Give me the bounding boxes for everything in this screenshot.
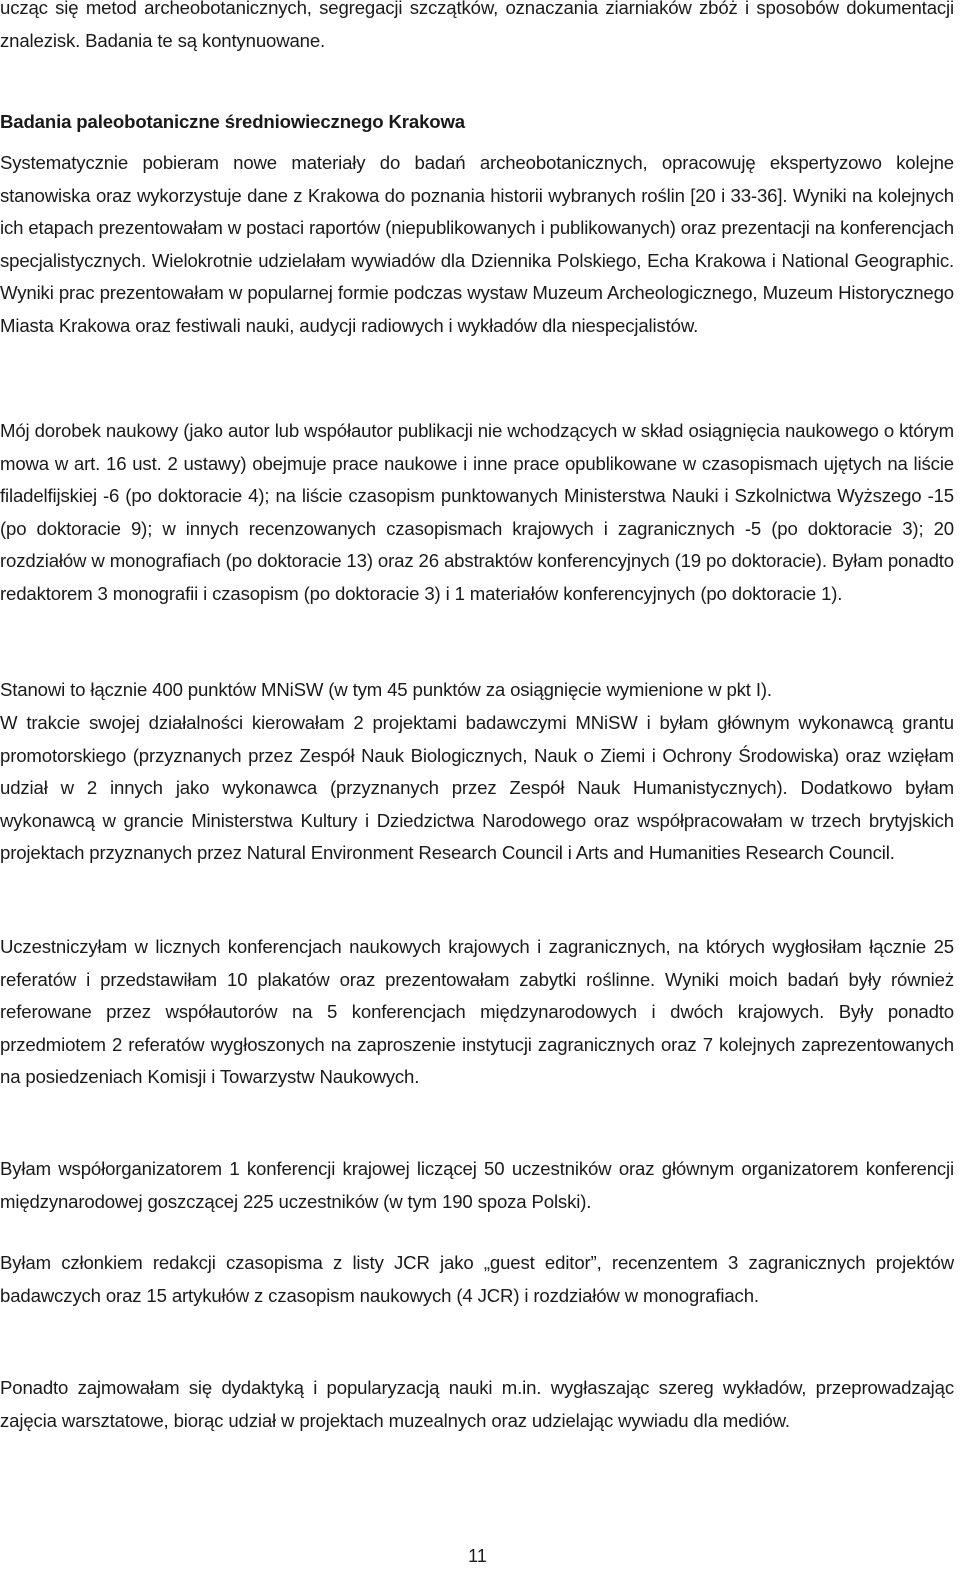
intro-paragraph: ucząc się metod archeobotanicznych, segregacji szczątków, oznaczania ziarniaków zbóż i sposobów dokumentacji znalezisk. Badania te są kontynuowane. [0,0,954,51]
page-number: 11 [468,1546,487,1566]
paragraph-conferences: Uczestniczyłam w licznych konferencjach naukowych krajowych i zagranicznych, na których wygłosiłam łącznie 25 referatów i przedstawiłam 10 plakatów oraz prezentowałam zabytki roślinne. Wyniki moich badań były również referowane przez współautorów na 5 konferencjach międzynarodowych i dwóch krajowych. Były ponadto przedmiotem 2 referatów wygłoszonych na zaproszenie instytucji zagranicznych oraz 7 kolejnych zaprezentowanych na posiedzeniach Komisji i Towarzystw Naukowych. [0,936,954,1088]
paragraph-projects: W trakcie swojej działalności kierowałam 2 projektami badawczymi MNiSW i byłam głównym wykonawcą grantu promotorskiego (przyznanych przez Zespół Nauk Biologicznych, Nauk o Ziemi i Ochrony Środowiska) oraz wzięłam udział w 2 innych jako wykonawca (przyznanych przez Zespół Nauk Humanistycznych). Dodatkowo byłam wykonawcą w grancie Ministerstwa Kultury i Dziedzictwa Narodowego oraz współpracowałam w trzech brytyjskich projektach przyznanych przez Natural Environment Research Council i Arts and Humanities Research Council. [0,712,954,864]
paragraph-teaching: Ponadto zajmowałam się dydaktyką i popularyzacją nauki m.in. wygłaszając szereg wykładów, przeprowadzając zajęcia warsztatowe, biorąc udział w projektach muzealnych oraz udzielając wywiadu dla mediów. [0,1377,954,1431]
paragraph-scientific-output: Mój dorobek naukowy (jako autor lub współautor publikacji nie wchodzących w skład osiągnięcia naukowego o którym mowa w art. 16 ust. 2 ustawy) obejmuje prace naukowe i inne prace opublikowane w czasopismach ujętych na liście filadelfijskiej -6 (po doktoracie 4); na liście czasopism punktowanych Ministerstwa Nauki i Szkolnictwa Wyższego -15 (po doktoracie 9); w innych recenzowanych czasopismach krajowych i zagranicznych -5 (po doktoracie 3); 20 rozdziałów w monografiach (po doktoracie 13) oraz 26 abstraktów konferencyjnych (19 po doktoracie). Byłam ponadto redaktorem 3 monografii i czasopism (po doktoracie 3) i 1 materiałów konferencyjnych (po doktoracie 1). [0,420,954,604]
paragraph-editorial: Byłam członkiem redakcji czasopisma z listy JCR jako „guest editor”, recenzentem 3 zagranicznych projektów badawczych oraz 15 artykułów z czasopism naukowych (4 JCR) i rozdziałów w monografiach. [0,1252,954,1306]
paragraph-points: Stanowi to łącznie 400 punktów MNiSW (w tym 45 punktów za osiągnięcie wymienione w pkt I). [0,679,772,700]
section-heading: Badania paleobotaniczne średniowiecznego Krakowa [0,111,465,132]
paragraph-organizer: Byłam współorganizatorem 1 konferencji krajowej liczącej 50 uczestników oraz głównym organizatorem konferencji międzynarodowej goszczącej 225 uczestników (w tym 190 spoza Polski). [0,1158,954,1212]
paragraph-krakow-research: Systematycznie pobieram nowe materiały do badań archeobotanicznych, opracowuję ekspertyzowo kolejne stanowiska oraz wykorzystuje dane z Krakowa do poznania historii wybranych roślin [20 i 33-36]. Wyniki na kolejnych ich etapach prezentowałam w postaci raportów (niepublikowanych i publikowanych) oraz prezentacji na konferencjach specjalistycznych. Wielokrotnie udzielałam wywiadów dla Dziennika Polskiego, Echa Krakowa i National Geographic. Wyniki prac prezentowałam w popularnej formie podczas wystaw Muzeum Archeologicznego, Muzeum Historycznego Miasta Krakowa oraz festiwali nauki, audycji radiowych i wykładów dla niespecjalistów. [0,152,954,336]
